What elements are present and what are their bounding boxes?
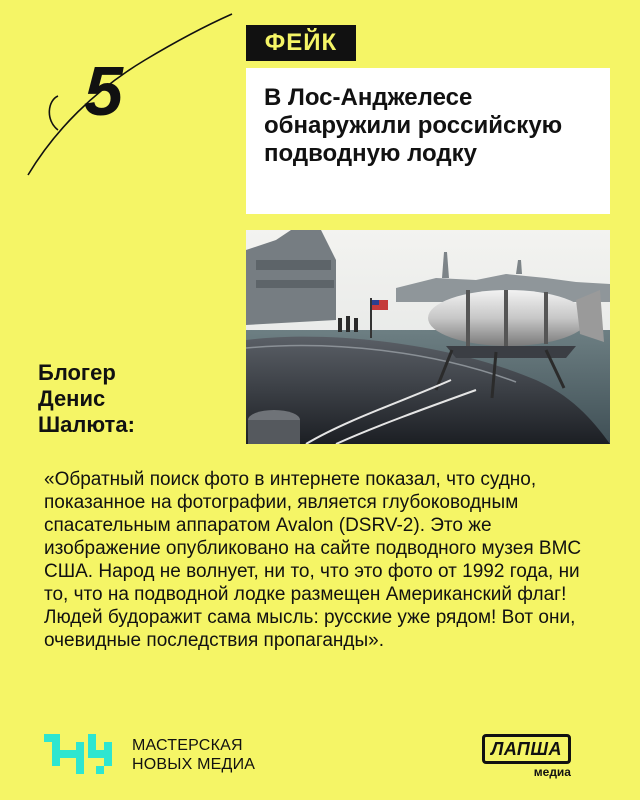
lapsha-logo-sub: медиа [533, 765, 571, 779]
headline-box [246, 68, 610, 214]
mnm-logo [44, 730, 255, 780]
quote-text: «Обратный поиск фото в интернете показал, что судно, показанное на фотографии, является глубоководным спасательным аппаратом Avalon (DSRV-2). Это же изображение опубликовано на сайте подводного музея ВМС США. Народ не волнует, ни то, что это фото от 1992 года, ни то, что на подводной лодке размещен Американский флаг! Людей будоражит сама мысль: русские уже рядом! Вот они, очевидные последствия пропаганды». [44, 469, 582, 651]
mnm-logo-text [132, 736, 255, 774]
mnm-logo-line-1: МАСТЕРСКАЯ [132, 737, 243, 754]
headline: В Лос-Анджелесе обнаружили российскую подводную лодку [264, 84, 563, 167]
lapsha-logo [482, 734, 571, 779]
submarine-photo [246, 230, 610, 444]
mnm-logo-icon [44, 730, 114, 780]
blogger-attribution [38, 360, 135, 438]
decorative-curve [0, 0, 250, 200]
lapsha-logo-main: ЛАПША [482, 734, 571, 764]
blogger-line-1: Блогер [38, 360, 116, 385]
fake-badge: ФЕЙК [246, 25, 356, 61]
card-number: 5 [84, 52, 121, 130]
blogger-line-3: Шалюта: [38, 412, 135, 437]
blogger-line-2: Денис [38, 386, 106, 411]
mnm-logo-line-2: НОВЫХ МЕДИА [132, 756, 256, 773]
